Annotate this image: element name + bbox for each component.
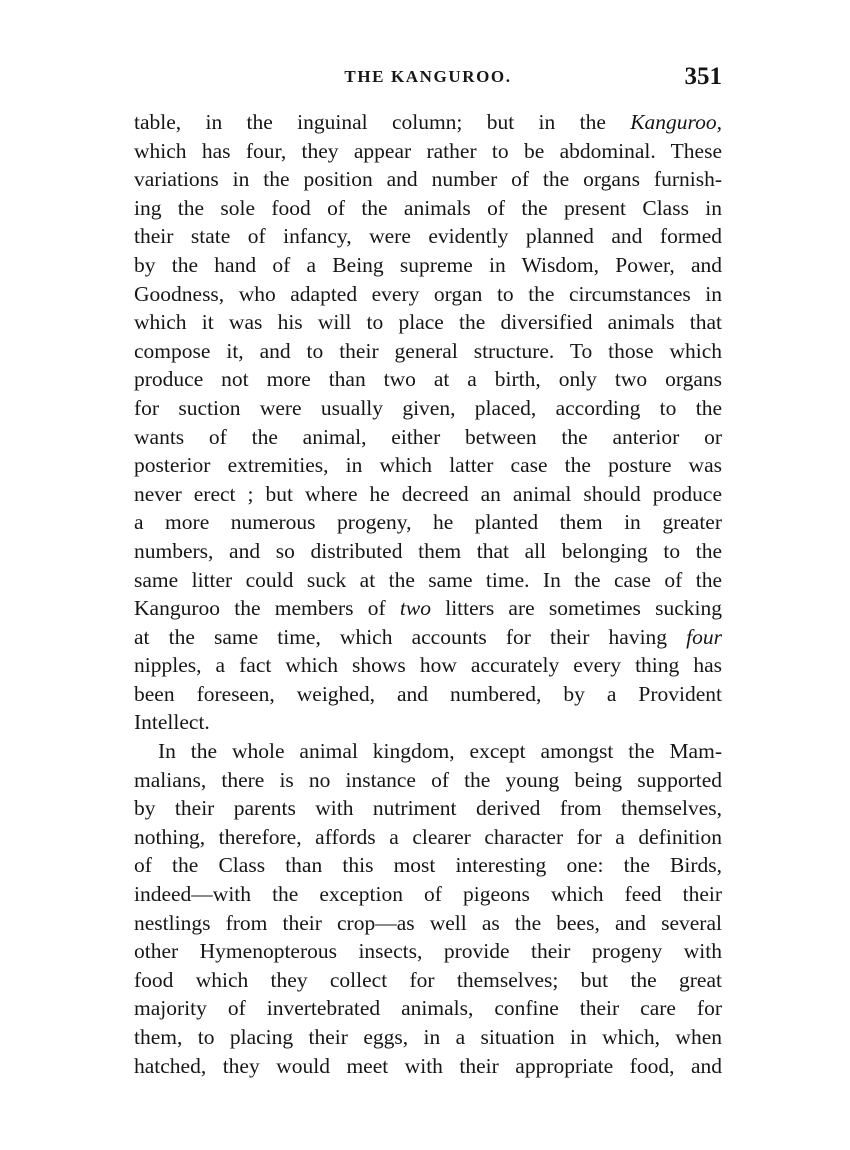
text-line: Goodness, who adapted every organ to the circumstances in	[134, 281, 722, 306]
text-line: majority of invertebrated animals, confine their care for	[134, 996, 722, 1021]
text-line: been foreseen, weighed, and numbered, by a Provident	[134, 681, 722, 706]
text-line: a more numerous progeny, he planted them in greater	[134, 510, 722, 535]
text-line: Kanguroo the members of two litters are sometimes sucking	[134, 596, 722, 621]
running-head	[134, 62, 722, 92]
page-number: 351	[684, 63, 722, 90]
italic-word: four	[686, 624, 722, 649]
text-line: nothing, therefore, affords a clearer character for a definition	[134, 824, 722, 849]
running-title: THE KANGUROO.	[344, 67, 512, 86]
text-line: hatched, they would meet with their appropriate food, and	[134, 1053, 722, 1078]
text-line: other Hymenopterous insects, provide their progeny with	[134, 939, 722, 964]
text-line: nipples, a fact which shows how accurately every thing has	[134, 653, 722, 678]
text-line: In the whole animal kingdom, except amongst the Mam-	[158, 739, 722, 764]
text-line: never erect ; but where he decreed an animal should produce	[134, 481, 722, 506]
paragraph	[134, 108, 722, 737]
text-line: which has four, they appear rather to be abdominal. These	[134, 138, 722, 163]
text-line: produce not more than two at a birth, only two organs	[134, 367, 722, 392]
paragraph	[134, 737, 722, 1080]
text-line: numbers, and so distributed them that all belonging to the	[134, 538, 722, 563]
text-line: malians, there is no instance of the young being supported	[134, 767, 722, 792]
text-line: for suction were usually given, placed, according to the	[134, 395, 722, 420]
body-text	[134, 108, 722, 1080]
text-line: variations in the position and number of the organs furnish-	[134, 167, 722, 192]
italic-word: Kanguroo,	[630, 110, 722, 134]
text-line: table, in the inguinal column; but in the Kanguroo,	[134, 110, 722, 134]
text-line: compose it, and to their general structure. To those which	[134, 338, 722, 363]
text-line: ing the sole food of the animals of the present Class in	[134, 195, 722, 220]
text-line: nestlings from their crop—as well as the bees, and several	[134, 910, 722, 935]
text-line: them, to placing their eggs, in a situation in which, when	[134, 1025, 722, 1049]
text-line: at the same time, which accounts for their having four	[134, 624, 722, 649]
text-line: same litter could suck at the same time. In the case of the	[134, 567, 722, 592]
text-line: by their parents with nutriment derived from themselves,	[134, 796, 722, 821]
text-line: indeed—with the exception of pigeons which feed their	[134, 882, 722, 907]
text-line: of the Class than this most interesting one: the Birds,	[134, 853, 722, 878]
text-line: by the hand of a Being supreme in Wisdom, Power, and	[134, 252, 722, 277]
text-line: Intellect.	[134, 710, 210, 735]
text-line: which it was his will to place the diversified animals that	[134, 310, 722, 335]
text-line: posterior extremities, in which latter case the posture was	[134, 453, 722, 478]
text-line: their state of infancy, were evidently planned and formed	[134, 224, 722, 249]
text-line: food which they collect for themselves; but the great	[134, 967, 722, 992]
text-line: wants of the animal, either between the anterior or	[134, 424, 722, 449]
italic-word: two	[399, 596, 431, 621]
